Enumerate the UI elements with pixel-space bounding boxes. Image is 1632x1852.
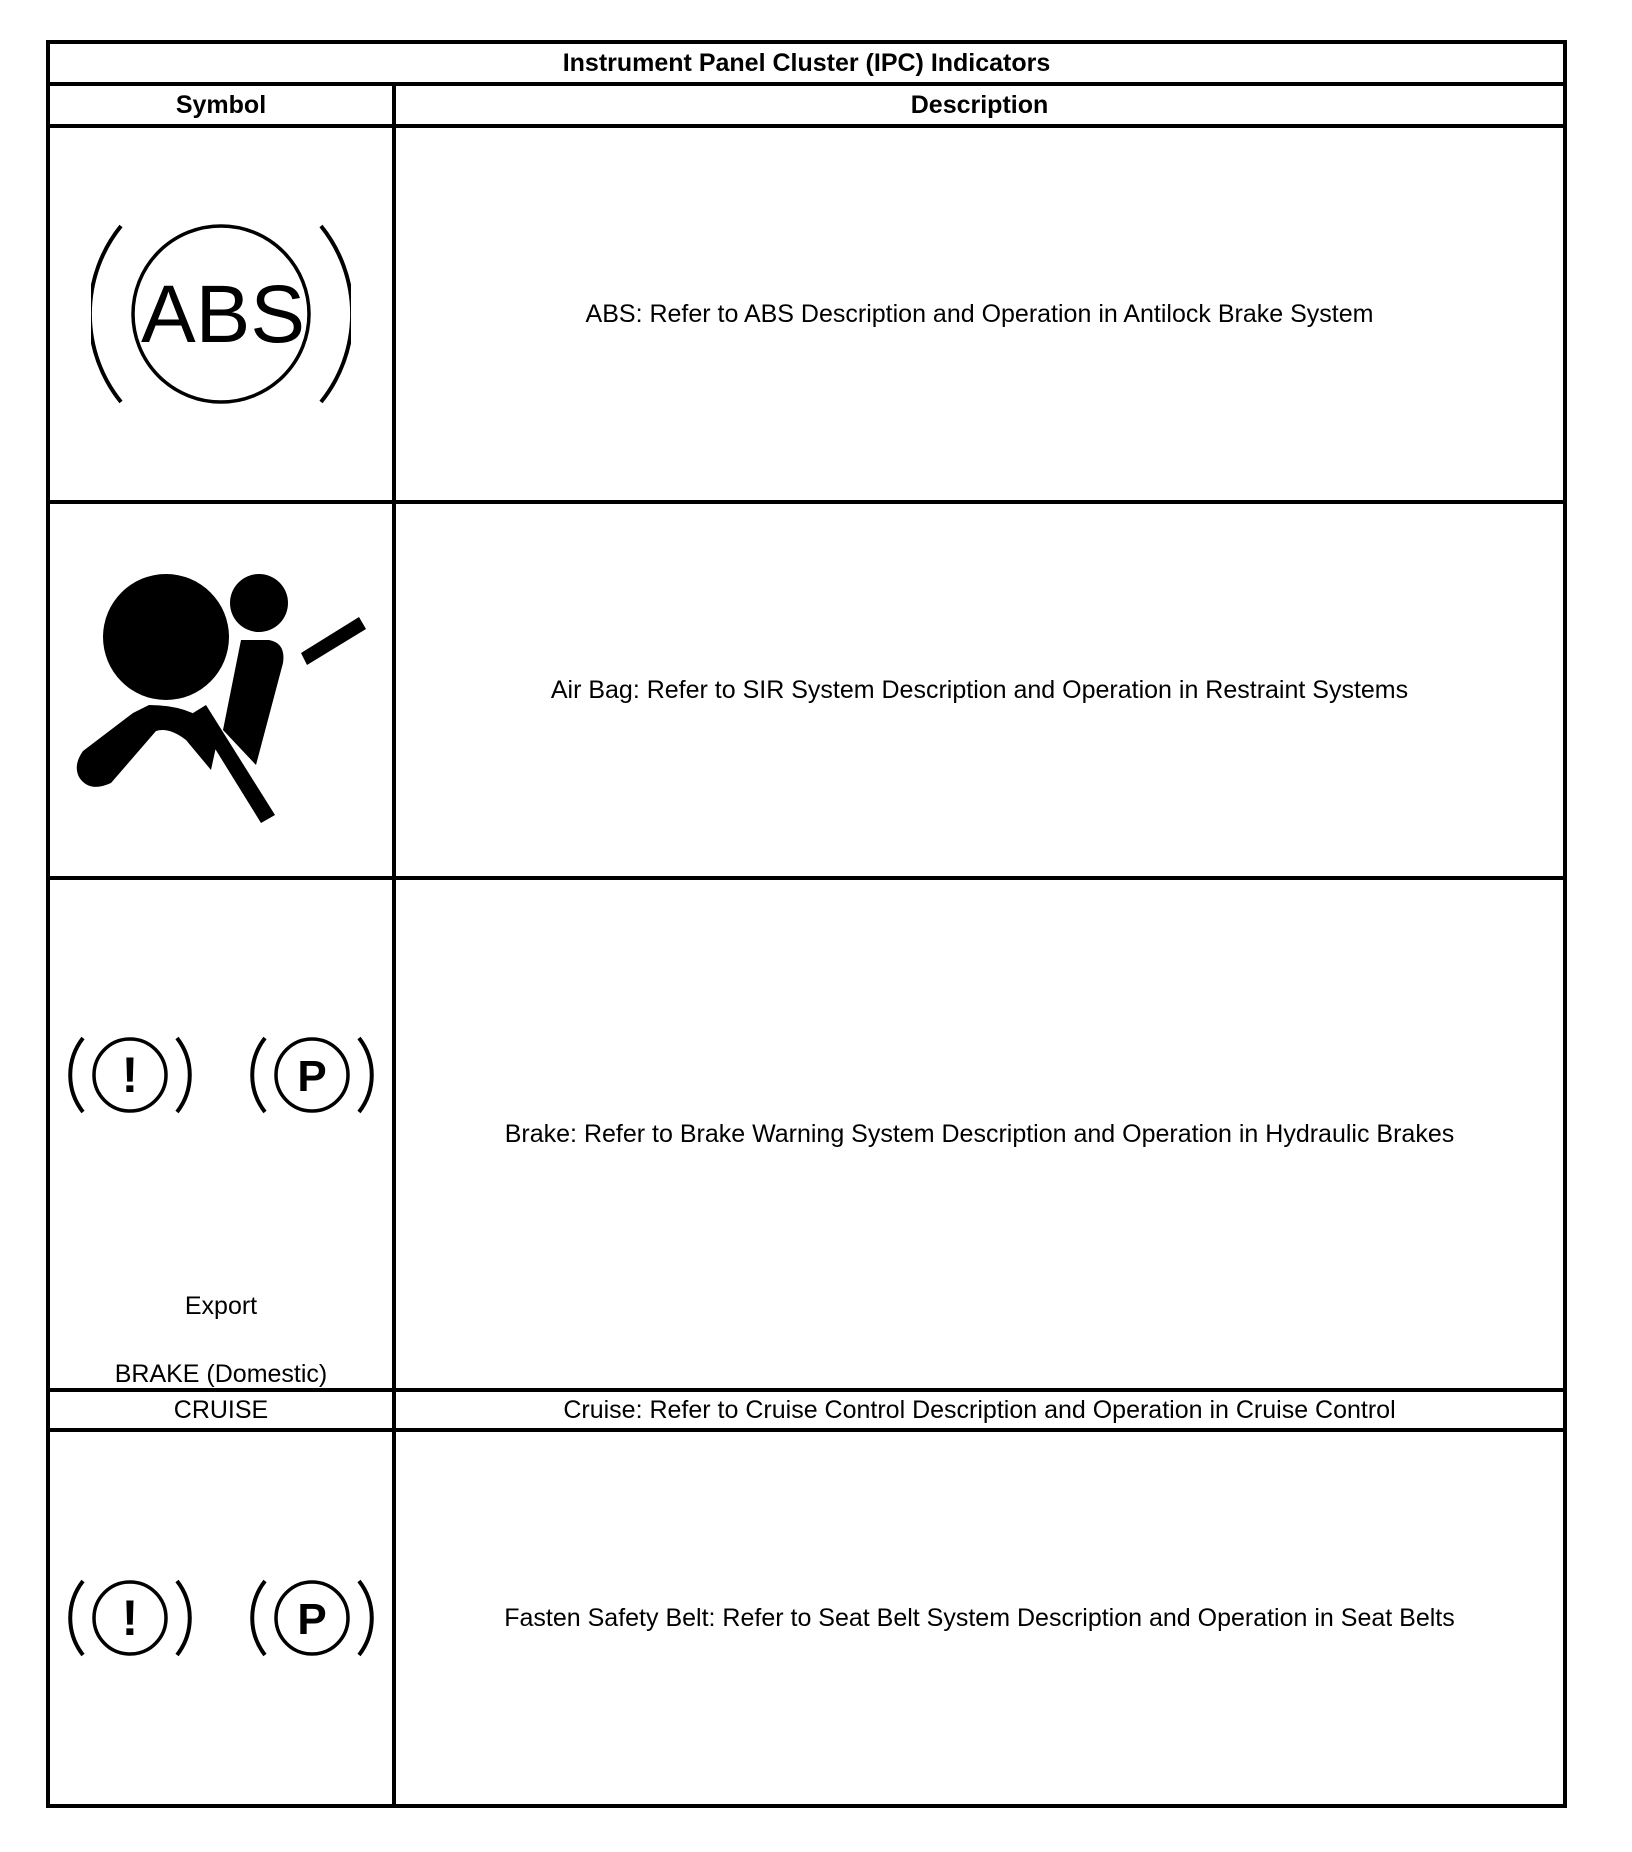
belt-exclamation-icon (65, 1573, 195, 1663)
ipc-indicators-table (46, 40, 1567, 1808)
description-safety-belt: Fasten Safety Belt: Refer to Seat Belt System Description and Operation in Seat Belts (394, 1430, 1565, 1806)
belt-icons-group (50, 1573, 392, 1663)
table-row-brake (48, 878, 1565, 1390)
table-title: Instrument Panel Cluster (IPC) Indicators (48, 42, 1565, 84)
svg-text:P: P (296, 1595, 327, 1644)
symbol-cell-safety-belt (48, 1430, 394, 1806)
table-row-abs (48, 126, 1565, 502)
airbag-warning-icon (71, 555, 371, 825)
table-row-airbag (48, 502, 1565, 878)
abs-warning-icon (91, 214, 351, 414)
description-brake: Brake: Refer to Brake Warning System Description and Operation in Hydraulic Brakes (394, 878, 1565, 1390)
svg-text:P: P (296, 1052, 327, 1101)
belt-parking-icon (247, 1573, 377, 1663)
symbol-cell-cruise: CRUISE (48, 1390, 394, 1430)
brake-caption-export: Export (184, 1292, 258, 1320)
svg-text:!: ! (122, 1590, 139, 1646)
description-column-header: Description (394, 84, 1565, 126)
symbol-cell-abs (48, 126, 394, 502)
symbol-cell-brake (48, 878, 394, 1390)
brake-icons-group (50, 1030, 392, 1120)
description-abs: ABS: Refer to ABS Description and Operation in Antilock Brake System (394, 126, 1565, 502)
description-cruise: Cruise: Refer to Cruise Control Description and Operation in Cruise Control (394, 1390, 1565, 1430)
parking-brake-icon (247, 1030, 377, 1120)
svg-text:ABS: ABS (140, 269, 306, 360)
description-airbag: Air Bag: Refer to SIR System Description and Operation in Restraint Systems (394, 502, 1565, 878)
brake-exclamation-icon (65, 1030, 195, 1120)
symbol-cell-airbag (48, 502, 394, 878)
table-row-safety-belt (48, 1430, 1565, 1806)
table-row-cruise (48, 1390, 1565, 1430)
symbol-column-header: Symbol (48, 84, 394, 126)
brake-caption-domestic: BRAKE (Domestic) (114, 1360, 328, 1388)
svg-text:!: ! (122, 1047, 139, 1103)
